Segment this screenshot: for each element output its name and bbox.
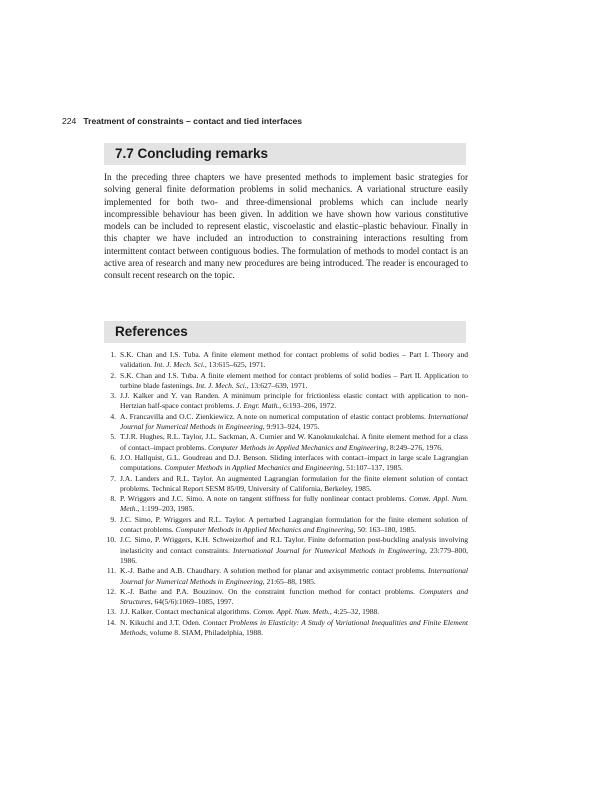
reference-text: K.-J. Bathe and P.A. Bouzinov. On the constraint function method for contact problems. xyxy=(120,586,420,596)
reference-details: , 1:199–203, 1985. xyxy=(137,504,195,514)
reference-journal: Computers and Structures xyxy=(120,586,468,607)
reference-journal: Computer Methods in Applied Mechanics and Engineering xyxy=(175,525,354,535)
reference-details: , 23:779–800, 1986. xyxy=(120,545,468,565)
reference-item xyxy=(104,535,468,566)
reference-number: 2. xyxy=(110,370,116,380)
references-heading-bar xyxy=(104,321,466,343)
reference-item xyxy=(104,474,468,495)
reference-journal: International Journal for Numerical Methods in Engineering xyxy=(120,566,468,586)
reference-journal: Comm. Appl. Num. Meth. xyxy=(253,607,330,617)
reference-journal: Comm. Appl. Num. Meth. xyxy=(120,494,469,514)
reference-details: , 51:107–137, 1985. xyxy=(342,463,404,473)
reference-number: 14. xyxy=(106,617,116,627)
section-heading: 7.7 Concluding remarks xyxy=(115,146,269,161)
reference-list xyxy=(104,350,468,638)
references-heading: References xyxy=(115,324,188,339)
reference-number: 6. xyxy=(110,452,116,462)
reference-text: A. Francavilla and O.C. Zienkiewicz. A note on numerical computation of elastic contact problems. xyxy=(120,411,429,421)
reference-details: , 8:249–276, 1976. xyxy=(386,442,443,452)
reference-number: 8. xyxy=(110,494,116,504)
reference-item xyxy=(104,391,468,412)
reference-number: 9. xyxy=(110,514,116,524)
reference-number: 3. xyxy=(110,391,116,401)
reference-journal: Contact Problems in Elasticity: A Study of Variational Inequalities and Finite Element Methods xyxy=(120,617,468,638)
reference-journal: Computer Methods in Applied Mechanics and Engineering xyxy=(164,463,343,473)
reference-item xyxy=(104,350,468,371)
reference-item xyxy=(104,515,468,536)
reference-details: , volume 8. SIAM, Philadelphia, 1988. xyxy=(146,628,263,638)
running-title: Treatment of constraints – contact and tied interfaces xyxy=(83,116,303,126)
reference-journal: International Journal for Numerical Methods in Engineering xyxy=(232,545,426,555)
reference-details: , 9:913–924, 1975. xyxy=(262,422,320,432)
reference-item xyxy=(104,607,468,617)
reference-details: , 13:615–625, 1971. xyxy=(204,360,266,370)
reference-journal: Int. J. Mech. Sci. xyxy=(153,360,205,370)
reference-number: 4. xyxy=(110,411,116,421)
reference-text: K.-J. Bathe and A.B. Chaudhary. A solution method for planar and axisymmetric contact problems. xyxy=(120,566,429,576)
reference-item xyxy=(104,618,468,639)
page-number: 224 xyxy=(62,116,77,126)
reference-number: 11. xyxy=(106,566,116,576)
reference-details: , 21:65–88, 1985. xyxy=(262,576,316,586)
reference-text: J.J. Kalker and Y. van Randen. A minimum principle for frictionless elastic contact with application to non-Hertzian half-space contact problems. xyxy=(120,391,468,411)
reference-item xyxy=(104,371,468,392)
reference-journal: J. Engr. Math. xyxy=(236,401,280,411)
reference-details: , 64(5/6):1069–1085, 1997. xyxy=(150,597,234,607)
reference-number: 1. xyxy=(110,350,116,359)
reference-number: 5. xyxy=(110,432,116,442)
reference-item xyxy=(104,432,468,453)
reference-number: 10. xyxy=(106,535,116,545)
body-paragraph: In the preceding three chapters we have presented methods to implement basic strategies for solving general finite deformation problems in solid mechanics. A variational structure easily implemented for both two- and three-dimensional problems which can include nearly incompressible behaviour has been given. In addition we have shown how various constitutive models can be included to represent elastic, viscoelastic and elastic–plastic behaviour. Finally in this chapter we have included an introduction to constraining interactions resulting from intermittent contact between contiguous bodies. The formulation of methods to model contact is an active area of research and many new procedures are being introduced. The reader is encouraged to consult recent research on the topic. xyxy=(104,172,468,280)
reference-details: , 6:193–206, 1972. xyxy=(279,401,337,411)
reference-text: S.K. Chan and I.S. Tuba. A finite element method for contact problems of solid bodies – Part II. Application to turbine blade fastenings. xyxy=(120,370,468,390)
reference-text: T.J.R. Hughes, R.L. Taylor, J.L. Sackman, A. Curnier and W. Kanoknukulchai. A finite element method for a class of contact–impact problems. xyxy=(120,432,468,452)
reference-text: J.O. Hallquist, G.L. Goudreau and D.J. Benson. Sliding interfaces with contact–impact in large scale Lagrangian computations. xyxy=(120,452,468,473)
reference-item xyxy=(104,453,468,474)
reference-text: J.C. Simo, P. Wriggers, K.H. Schweizerhof and R.L Taylor. Finite deformation post-buckling analysis involving inelasticity and contact constraints. xyxy=(120,535,468,555)
reference-item xyxy=(104,494,468,515)
reference-text: J.C. Simo, P. Wriggers and R.L. Taylor. A perturbed Lagrangian formulation for the finite element solution of contact problems. xyxy=(120,514,468,535)
reference-item xyxy=(104,566,468,587)
reference-number: 13. xyxy=(106,607,116,617)
reference-item xyxy=(104,587,468,608)
reference-number: 7. xyxy=(110,473,116,483)
reference-text: S.K. Chan and I.S. Tuba. A finite element method for contact problems of solid bodies – Part I. Theory and validation. xyxy=(120,350,468,370)
reference-details: , 4:25–32, 1988. xyxy=(329,607,380,617)
reference-text: J.J. Kalker. Contact mechanical algorithms. xyxy=(120,607,254,617)
reference-journal: International Journal for Numerical Methods in Engineering xyxy=(120,411,468,432)
reference-number: 12. xyxy=(106,586,116,596)
reference-journal: Int. J. Mech. Sci. xyxy=(195,380,247,390)
reference-item xyxy=(104,412,468,433)
running-header xyxy=(62,116,482,126)
reference-journal: Computer Methods in Applied Mechanics and Engineering xyxy=(208,442,387,452)
reference-details: , 50: 163–180, 1985. xyxy=(353,525,417,535)
reference-text: P. Wriggers and J.C. Simo. A note on tangent stiffness for fully nonlinear contact problems. xyxy=(120,494,409,504)
reference-text: J.A. Landers and R.L. Taylor. An augmented Lagrangian formulation for the finite element solution of contact problems. Technical Report SESM 85/09, University of California, Berkeley, 1985. xyxy=(120,473,468,493)
reference-text: N. Kikuchi and J.T. Oden. xyxy=(120,617,203,627)
reference-details: , 13:627–639, 1971. xyxy=(246,380,308,390)
section-heading-bar xyxy=(104,143,466,165)
